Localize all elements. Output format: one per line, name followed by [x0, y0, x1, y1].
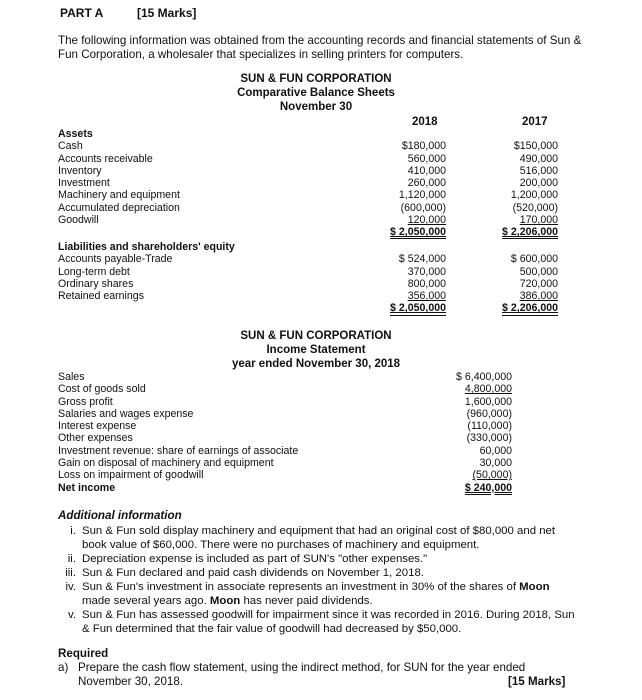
- year-2018-header: 2018: [412, 116, 438, 128]
- asset-label: Accumulated depreciation: [58, 201, 180, 214]
- note-number: iv.: [65, 581, 76, 593]
- note-text: Sun & Fun sold display machinery and equipment that had an original cost of $80,000 and net book value of $60,000. There were no purchases of machinery and equipment.: [82, 525, 556, 551]
- additional-info-title: Additional information: [58, 509, 182, 522]
- asset-value: 260,000: [407, 177, 446, 190]
- asset-label: Investment: [58, 177, 110, 190]
- note-item: [65, 566, 580, 580]
- note-text: Depreciation expense is included as part of SUN's "other expenses.": [82, 553, 428, 565]
- asset-value: (600,000): [400, 201, 446, 214]
- liabilities-section: [58, 241, 235, 302]
- note-text: has never paid dividends.: [240, 595, 373, 607]
- assets-2017-column: [480, 140, 558, 238]
- asset-value: 120,000: [407, 214, 446, 227]
- required-item-line1: Prepare the cash flow statement, using the indirect method, for SUN for the year ended: [78, 661, 526, 674]
- income-label: Sales: [58, 371, 85, 383]
- statement-name: Income Statement: [266, 344, 366, 356]
- liability-value: 356,000: [407, 290, 446, 303]
- income-value: (960,000): [466, 407, 512, 420]
- note-item: [65, 580, 580, 608]
- company-name: SUN & FUN CORPORATION: [240, 330, 392, 342]
- liability-value: 386,000: [519, 290, 558, 303]
- intro-paragraph: The following information was obtained from the accounting records and financial statements of Sun & Fun Corporation, a wholesaler that specializes in selling printers for computers.: [58, 34, 582, 61]
- note-number: i.: [70, 525, 76, 537]
- income-label: Salaries and wages expense: [58, 407, 194, 420]
- additional-info-list: [65, 524, 582, 644]
- income-label: Gross profit: [58, 395, 113, 408]
- income-statement-labels: [58, 371, 298, 494]
- liability-value: $ 524,000: [398, 253, 446, 266]
- asset-value: 410,000: [407, 164, 446, 177]
- asset-value: 1,120,000: [398, 189, 446, 202]
- income-label: Cost of goods sold: [58, 383, 146, 396]
- liability-value: 720,000: [519, 277, 558, 290]
- income-label: Loss on impairment of goodwill: [58, 469, 204, 482]
- asset-label: Accounts receivable: [58, 152, 153, 165]
- income-value: 4,800,000: [464, 383, 512, 396]
- liability-value: $ 600,000: [510, 253, 558, 266]
- net-income-value: $ 240,000: [464, 481, 512, 494]
- liabilities-2017-column: [480, 253, 558, 314]
- income-value: (330,000): [466, 432, 512, 445]
- note-number: ii.: [67, 553, 76, 565]
- year-2017-header: 2017: [522, 116, 548, 128]
- note-text: Sun & Fun has assessed goodwill for impairment since it was recorded in 2016. During 2018, Sun & Fun determined that the fair value of goodwill had decreased by $50,000.: [82, 609, 575, 635]
- asset-label: Inventory: [58, 164, 102, 177]
- company-name: SUN & FUN CORPORATION: [240, 73, 392, 85]
- asset-label: Machinery and equipment: [58, 189, 180, 202]
- note-text: Sun & Fun's investment in associate represents an investment in 30% of the shares of: [82, 581, 516, 593]
- income-value: $ 6,400,000: [456, 371, 512, 383]
- liabilities-total: $ 2,050,000: [390, 302, 446, 315]
- note-text: Sun & Fun declared and paid cash dividends on November 1, 2018.: [82, 567, 424, 579]
- note-number: v.: [67, 609, 76, 621]
- balance-sheet-title: [216, 72, 416, 114]
- assets-total: $ 2,050,000: [390, 226, 446, 239]
- income-label: Other expenses: [58, 432, 133, 445]
- liability-value: 500,000: [519, 265, 558, 278]
- required-item-prefix: a): [58, 661, 69, 674]
- asset-value: 170,000: [519, 214, 558, 227]
- assets-heading: Assets: [58, 128, 93, 140]
- statement-name: Comparative Balance Sheets: [237, 87, 395, 99]
- note-item: [67, 552, 580, 566]
- liabilities-heading: Liabilities and shareholders' equity: [58, 241, 235, 253]
- required-title: Required: [58, 647, 109, 660]
- note-number: iii.: [65, 567, 76, 579]
- assets-2018-column: [370, 140, 446, 238]
- asset-value: $150,000: [513, 140, 558, 153]
- income-label: Gain on disposal of machinery and equipment: [58, 457, 274, 470]
- asset-value: 560,000: [407, 152, 446, 165]
- note-bold-text: Moon: [519, 581, 550, 593]
- asset-value: 200,000: [519, 177, 558, 190]
- asset-value: (520,000): [512, 201, 558, 214]
- statement-period: year ended November 30, 2018: [231, 358, 401, 370]
- asset-value: $180,000: [401, 140, 446, 153]
- liabilities-total: $ 2,206,000: [502, 302, 558, 315]
- asset-label: Cash: [58, 140, 83, 153]
- liability-label: Ordinary shares: [58, 277, 134, 290]
- note-item: [70, 524, 580, 552]
- income-label: Interest expense: [58, 420, 137, 433]
- assets-total: $ 2,206,000: [502, 226, 558, 239]
- required-marks: [15 Marks]: [508, 675, 566, 688]
- liability-value: 370,000: [407, 265, 446, 278]
- asset-value: 1,200,000: [510, 189, 558, 202]
- statement-date: November 30: [279, 101, 353, 113]
- income-value: 1,600,000: [464, 395, 512, 408]
- asset-label: Goodwill: [58, 214, 99, 227]
- required-item-line2: November 30, 2018.: [78, 675, 184, 688]
- note-text: made several years ago.: [82, 595, 210, 607]
- asset-value: 516,000: [519, 164, 558, 177]
- note-bold-text: Moon: [209, 595, 241, 607]
- liability-label: Accounts payable-Trade: [58, 253, 173, 266]
- income-value: (110,000): [467, 420, 512, 433]
- income-value: 30,000: [479, 457, 512, 470]
- asset-value: 490,000: [519, 152, 558, 165]
- note-item: [67, 608, 580, 636]
- income-label: Investment revenue: share of earnings of associate: [58, 444, 299, 457]
- liabilities-2018-column: [370, 253, 446, 314]
- part-marks: [15 Marks]: [137, 6, 197, 20]
- income-statement-title: [216, 329, 416, 371]
- assets-section: [58, 128, 180, 226]
- liability-label: Long-term debt: [58, 265, 130, 278]
- liability-label: Retained earnings: [58, 290, 144, 303]
- liability-value: 800,000: [407, 277, 446, 290]
- income-statement-values: [436, 371, 512, 494]
- income-value: (50,000): [472, 469, 512, 482]
- part-label: PART A: [60, 6, 104, 20]
- income-label: Net income: [58, 481, 116, 494]
- income-value: 60,000: [479, 444, 512, 457]
